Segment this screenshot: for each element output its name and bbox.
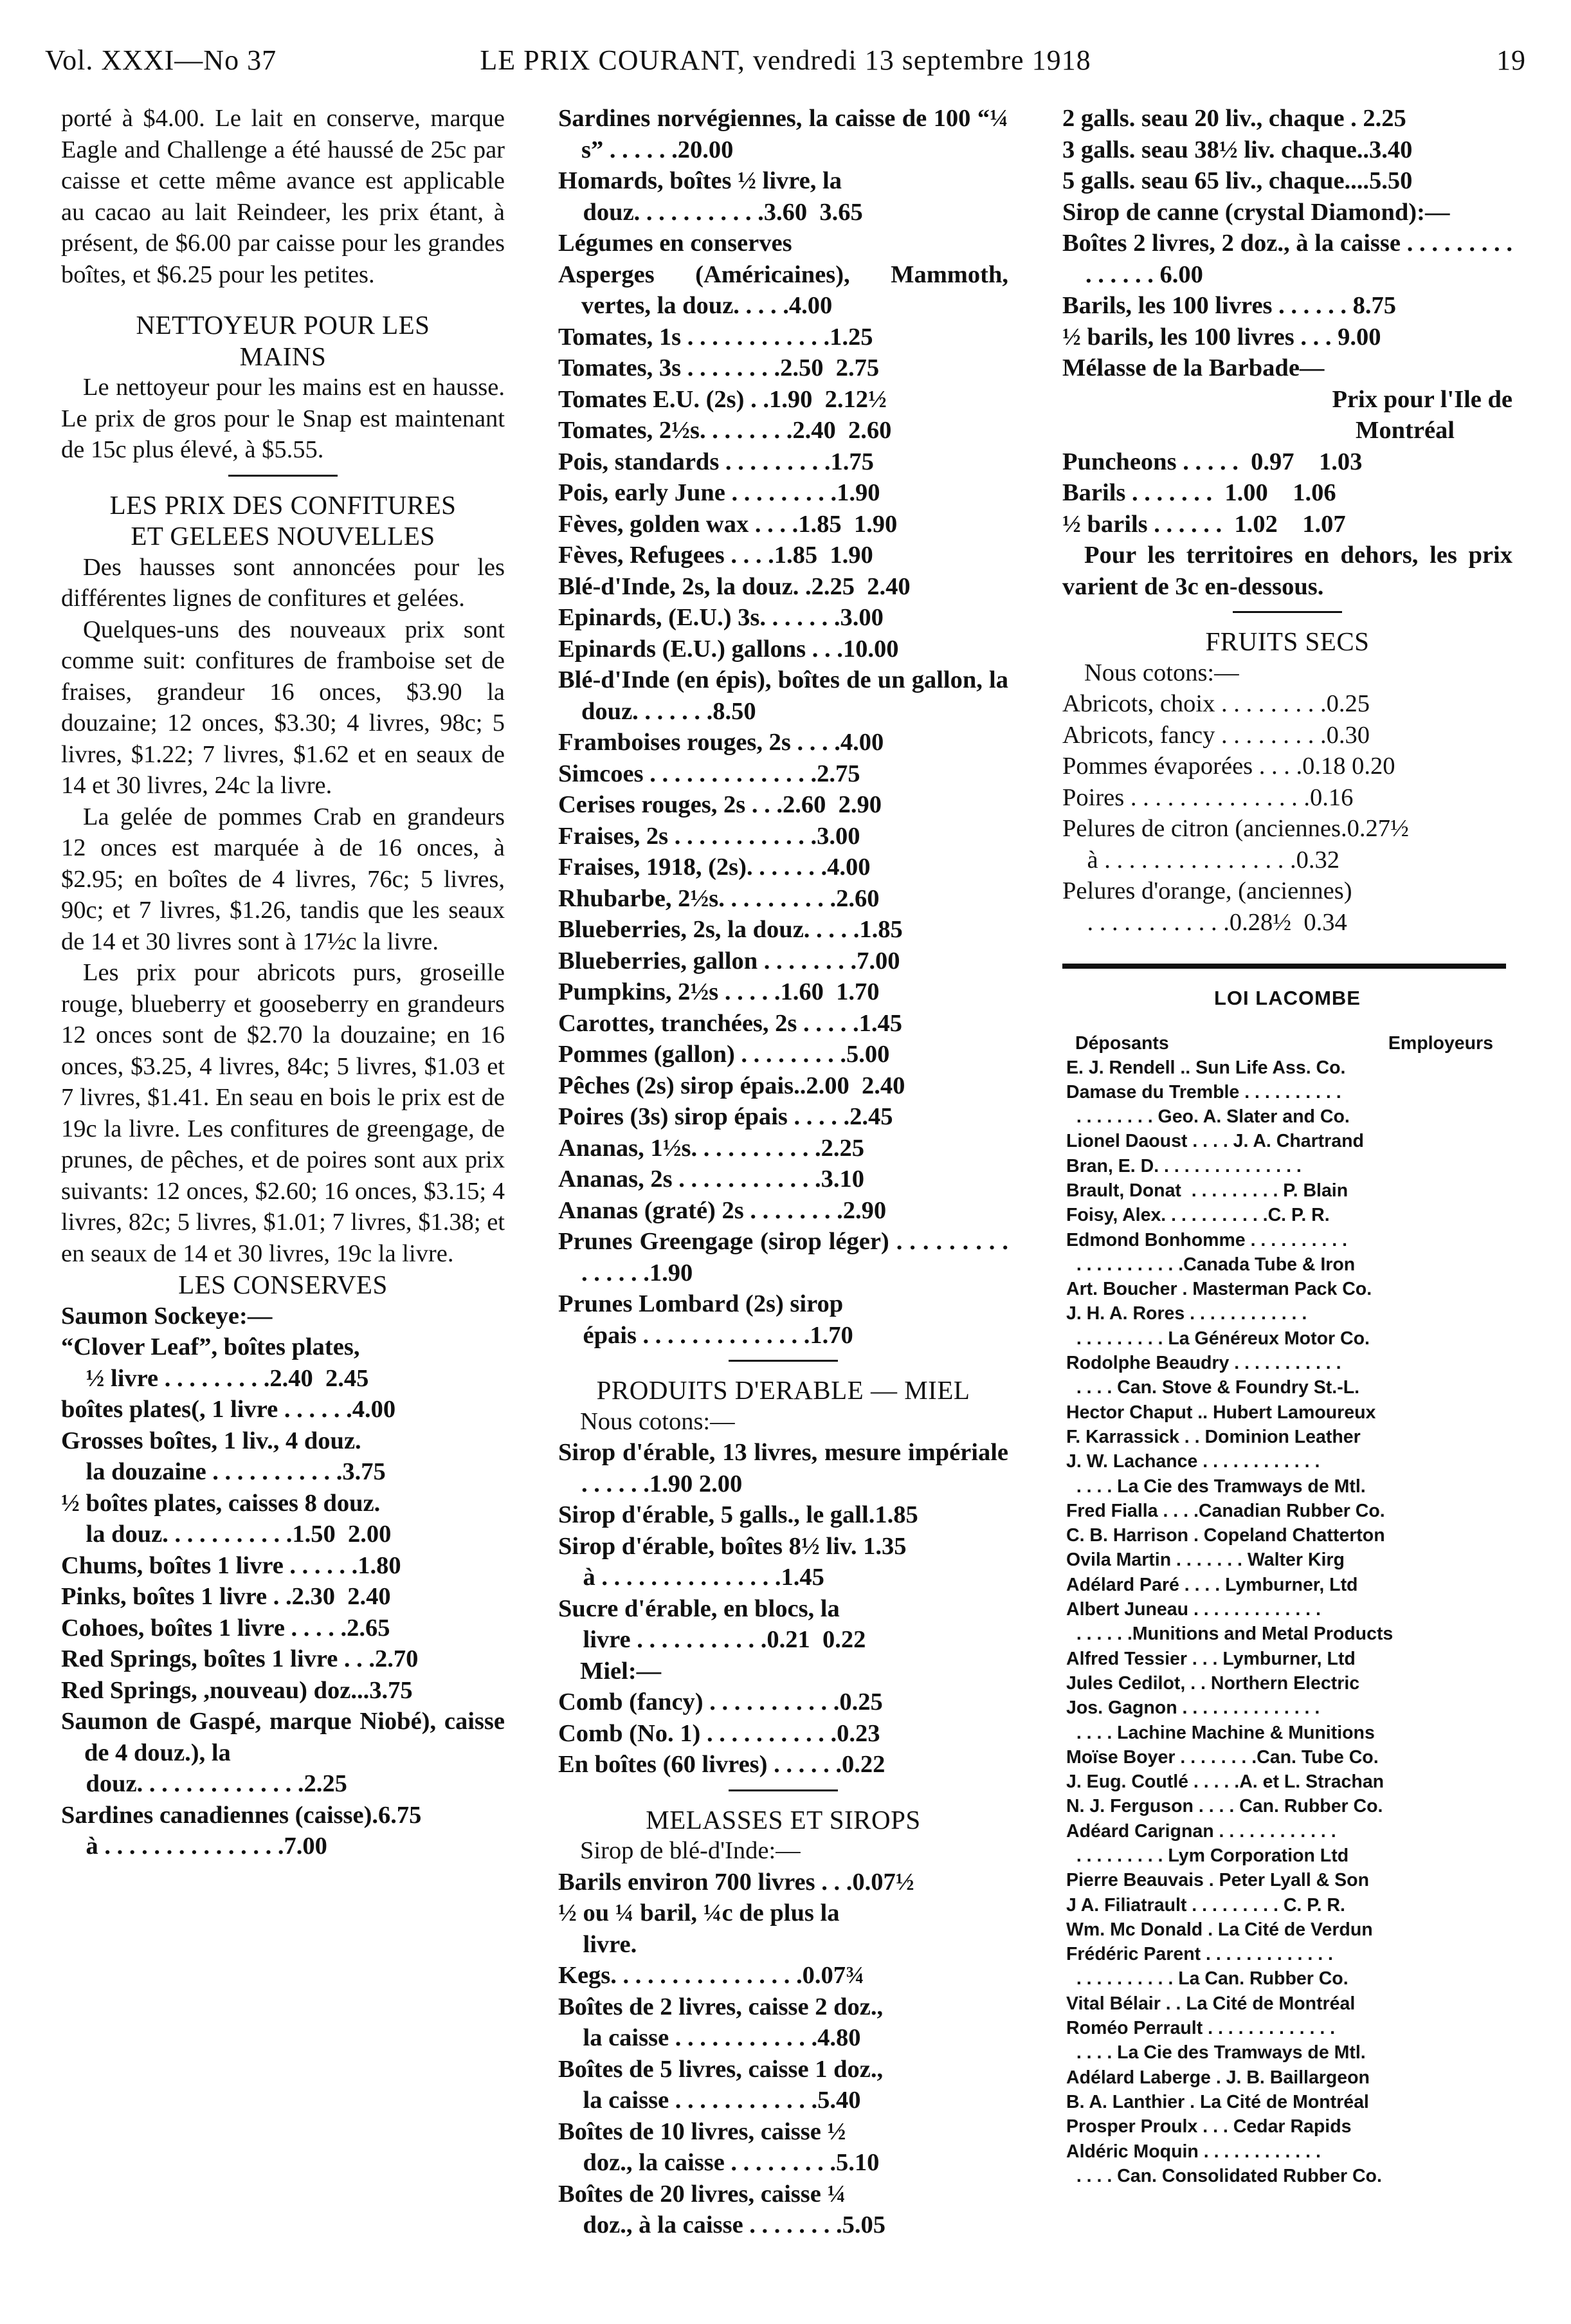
price-line: Pinks, boîtes 1 livre . .2.30 2.40 [61,1583,391,1610]
price-line: Barils . . . . . . . 1.00 1.06 [1062,479,1336,506]
price-line: Pelures de citron (anciennes.0.27½ [1062,815,1409,842]
price-line: Ananas, 1½s. . . . . . . . . . .2.25 [558,1134,864,1162]
price-line: Tomates E.U. (2s) . .1.90 2.12½ [558,385,887,413]
price-line: Carottes, tranchées, 2s . . . . .1.45 [558,1009,902,1037]
lacombe-line: J. H. A. Rores . . . . . . . . . . . . [1066,1303,1307,1324]
price-line: Cohoes, boîtes 1 livre . . . . .2.65 [61,1614,390,1642]
price-line: Fèves, Refugees . . . .1.85 1.90 [558,542,873,569]
column-1 [61,103,505,2279]
confitures-paragraph-2: Quelques-uns des nouveaux prix sont comme suit: confitures de framboise set de fraises, grandeur 16 onces, $3.90 la douzaine; 12 onces, $3.30; 4 livres, 98c; 5 livres, $1.22; 7 livres, $1.62 et en seaux de 14 et 30 livres, 24c la livre. [61,616,505,799]
erable-heading: PRODUITS D'ERABLE — MIEL [596,1375,970,1405]
conserves-price-list [61,1301,505,1862]
lacombe-line: E. J. Rendell .. Sun Life Ass. Co. [1066,1057,1346,1078]
price-line: Tomates, 1s . . . . . . . . . . . .1.25 [558,323,873,351]
price-line: à . . . . . . . . . . . . . . . .0.32 [1062,846,1339,874]
price-line: Blé-d'Inde (en épis), boîtes de un gallon, la douz. . . . . . .8.50 [558,666,1008,725]
price-line: 3 galls. seau 38½ liv. chaque..3.40 [1062,136,1413,163]
volume-number: Vol. XXXI—No 37 [45,44,277,76]
price-line: la douzaine . . . . . . . . . . .3.75 [61,1458,386,1485]
melasses-heading: MELASSES ET SIROPS [646,1804,921,1834]
price-line: livre. [558,1930,637,1958]
lacombe-line: Edmond Bonhomme . . . . . . . . . . [1066,1229,1348,1250]
price-line: Sirop de blé-d'Inde:— [580,1837,801,1864]
lacombe-line: Art. Boucher . Masterman Pack Co. [1066,1279,1372,1300]
lacombe-list [1062,1056,1512,2189]
price-line: Pêches (2s) sirop épais..2.00 2.40 [558,1072,905,1099]
price-line: 5 galls. seau 65 liv., chaque....5.50 [1062,167,1413,194]
price-line: Poires . . . . . . . . . . . . . . .0.16 [1062,783,1354,811]
price-line: Boîtes de 10 livres, caisse ½ [558,2118,846,2145]
confitures-paragraph-1: Des hausses sont annoncées pour les différentes lignes de confitures et gelées. [61,553,505,612]
section-divider [729,1360,838,1362]
lacombe-line: Wm. Mc Donald . La Cité de Verdun [1066,1919,1373,1940]
price-line: la caisse . . . . . . . . . . . .4.80 [558,2024,861,2051]
price-line: Epinards (E.U.) gallons . . .10.00 [558,635,899,663]
price-line: la caisse . . . . . . . . . . . .5.40 [558,2087,861,2114]
page-header [45,39,1526,84]
price-line: Framboises rouges, 2s . . . .4.00 [558,729,884,756]
price-line: Saumon Sockeye:— [61,1302,273,1330]
column-3 [1062,103,1512,2279]
price-line: Ananas (graté) 2s . . . . . . . .2.90 [558,1196,887,1224]
price-line: Pois, early June . . . . . . . . .1.90 [558,479,880,506]
lacombe-line: Adéard Carignan . . . . . . . . . . . . [1066,1820,1336,1842]
price-line: Barils, les 100 livres . . . . . . 8.75 [1062,292,1397,319]
section-divider [729,1789,838,1791]
legumes-price-list [558,259,1008,1351]
employeurs-header: Employeurs [1388,1032,1493,1054]
lacombe-line: Lionel Daoust . . . . J. A. Chartrand [1066,1131,1364,1152]
melasses-price-list [558,1835,1008,2241]
barbade-price-heading-1: Prix pour l'Ile de [1332,385,1512,413]
price-line: Pumpkins, 2½s . . . . .1.60 1.70 [558,978,880,1005]
price-line: Prunes Lombard (2s) sirop [558,1290,844,1317]
lacombe-line: . . . . Can. Consolidated Rubber Co. [1066,2165,1382,2186]
price-line: Blueberries, gallon . . . . . . . .7.00 [558,947,900,974]
lacombe-line: Adélard Laberge . J. B. Baillargeon [1066,2067,1370,2088]
price-line: Fraises, 2s . . . . . . . . . . . .3.00 [558,822,860,850]
price-line: Pois, standards . . . . . . . . .1.75 [558,448,874,475]
lacombe-line: N. J. Ferguson . . . . Can. Rubber Co. [1066,1796,1383,1817]
price-line: doz., à la caisse . . . . . . . .5.05 [558,2211,886,2238]
price-line: douz. . . . . . . . . . . . . .2.25 [61,1770,347,1797]
price-line: En boîtes (60 livres) . . . . . .0.22 [558,1751,885,1778]
lacombe-line: J. W. Lachance . . . . . . . . . . . . [1066,1451,1320,1472]
lacombe-line: Bran, E. D. . . . . . . . . . . . . . . [1066,1155,1302,1176]
confitures-heading-line1: LES PRIX DES CONFITURES [109,490,457,520]
lacombe-line: J A. Filiatrault . . . . . . . . . C. P. R. [1066,1894,1345,1916]
lacombe-column-headers [1062,1031,1512,1056]
column-2 [558,103,1008,2279]
price-line: Sirop d'érable, 5 galls., le gall.1.85 [558,1501,918,1528]
lacombe-line: Moïse Boyer . . . . . . . .Can. Tube Co. [1066,1746,1379,1768]
barbade-note: Pour les territoires en dehors, les prix varient de 3c en-dessous. [1062,542,1512,600]
lacombe-line: . . . . Can. Stove & Foundry St.-L. [1066,1377,1360,1398]
legumes-heading: Légumes en conserves [558,230,792,257]
conserves-heading: LES CONSERVES [178,1270,388,1299]
price-line: Abricots, choix . . . . . . . . .0.25 [1062,690,1370,717]
section-divider [228,475,338,477]
price-line: ½ boîtes plates, caisses 8 douz. [61,1489,381,1517]
price-line: Barils environ 700 livres . . .0.07½ [558,1868,914,1896]
price-line: Sardines norvégiennes, la caisse de 100 “¼ s” . . . . . .20.00 [558,105,1008,163]
price-line: Sirop d'érable, 13 livres, mesure impériale . . . . . .1.90 2.00 [558,1439,1008,1497]
lacombe-line: C. B. Harrison . Copeland Chatterton [1066,1525,1385,1546]
lacombe-line: . . . . . . . . . Lym Corporation Ltd [1066,1845,1349,1866]
lacombe-line: Aldéric Moquin . . . . . . . . . . . . [1066,2141,1321,2162]
lacombe-line: Foisy, Alex. . . . . . . . . . .C. P. R. [1066,1205,1330,1226]
price-line: Mélasse de la Barbade— [1062,354,1325,381]
lacombe-line: Jules Cedilot, . . Northern Electric [1066,1672,1360,1694]
price-line: 2 galls. seau 20 liv., chaque . 2.25 [1062,105,1406,132]
price-line: Puncheons . . . . . 0.97 1.03 [1062,448,1363,475]
lacombe-line: . . . . La Cie des Tramways de Mtl. [1066,2042,1366,2063]
erable-price-list [558,1406,1008,1780]
price-line: Abricots, fancy . . . . . . . . .0.30 [1062,721,1370,749]
price-line: Boîtes de 5 livres, caisse 1 doz., [558,2055,884,2083]
price-line: Blueberries, 2s, la douz. . . . .1.85 [558,916,903,943]
price-line: Pelures d'orange, (anciennes) [1062,877,1352,904]
lacombe-line: Hector Chaput .. Hubert Lamoureux [1066,1402,1376,1423]
price-line: douz. . . . . . . . . . .3.60 3.65 [558,198,863,226]
price-line: Kegs. . . . . . . . . . . . . . . .0.07¾ [558,1962,864,1989]
section-divider-thick [1062,964,1506,969]
price-line: Boîtes de 20 livres, caisse ¼ [558,2180,846,2208]
price-line: Simcoes . . . . . . . . . . . . . .2.75 [558,760,860,787]
price-line: Blé-d'Inde, 2s, la douz. .2.25 2.40 [558,572,911,600]
price-line: Comb (No. 1) . . . . . . . . . . .0.23 [558,1719,880,1747]
lacombe-line: Albert Juneau . . . . . . . . . . . . . [1066,1599,1321,1620]
intro-paragraph: porté à $4.00. Le lait en conserve, marque Eagle and Challenge a été haussé de 25c par caisse et cette même avance est applicable au cacao au lait Reindeer, les prix étant, à présent, de $6.00 par caisse pour les grandes boîtes, et $6.25 pour les petites. [61,105,505,288]
price-line: la douz. . . . . . . . . . .1.50 2.00 [61,1521,392,1548]
price-line: “Clover Leaf”, boîtes plates, [61,1333,360,1360]
page-number: 19 [1496,44,1526,76]
price-line: Chums, boîtes 1 livre . . . . . .1.80 [61,1551,401,1579]
lacombe-line: Vital Bélair . . La Cité de Montréal [1066,1993,1356,2014]
price-line: Homards, boîtes ½ livre, la [558,167,842,194]
lacombe-line: . . . . Lachine Machine & Munitions [1066,1722,1375,1743]
confitures-paragraph-4: Les prix pour abricots purs, groseille rouge, blueberry et gooseberry en grandeurs 12 onces sont de $2.70 la douzaine; en 16 onces, $3.25, 4 livres, 84c; 5 livres, $1.03 et 7 livres, $1.41. En seau en bois le prix est de 19c la livre. Les confitures de greengage, de prunes, de pêches, et de poires sont aux prix suivants: 12 onces, $2.60; 16 onces, $3.15; 4 livres, 82c; 5 livres, $1.01; 7 livres, $1.38; et en seaux de 14 et 30 livres, 19c la livre. [61,959,505,1267]
lacombe-line: Prosper Proulx . . . Cedar Rapids [1066,2116,1352,2137]
fruits-price-list [1062,657,1512,938]
price-line: Sirop de canne (crystal Diamond):— [1062,198,1450,226]
lacombe-line: . . . . . . . . . . .Canada Tube & Iron [1066,1254,1356,1275]
lacombe-line: Rodolphe Beaudry . . . . . . . . . . . [1066,1353,1341,1374]
price-line: Boîtes de 2 livres, caisse 2 doz., [558,1993,884,2020]
price-line: ½ livre . . . . . . . . .2.40 2.45 [61,1364,369,1392]
lacombe-line: B. A. Lanthier . La Cité de Montréal [1066,2091,1369,2112]
deposants-header: Déposants [1075,1032,1169,1054]
price-line: . . . . . . . . . . . .0.28½ 0.34 [1062,908,1347,936]
price-line: Prunes Greengage (sirop léger) . . . . . . . . . . . . . . .1.90 [558,1228,1008,1286]
lacombe-line: F. Karrassick . . Dominion Leather [1066,1426,1361,1447]
price-line: à . . . . . . . . . . . . . . .7.00 [61,1833,327,1860]
fruits-secs-heading: FRUITS SECS [1205,627,1370,656]
price-line: ½ barils, les 100 livres . . . 9.00 [1062,323,1381,351]
price-line: Fèves, golden wax . . . .1.85 1.90 [558,510,898,538]
lacombe-line: . . . . . . . . Geo. A. Slater and Co. [1066,1106,1350,1128]
price-line: Nous cotons:— [1084,659,1239,686]
lacombe-line: Roméo Perrault . . . . . . . . . . . . . [1066,2018,1336,2039]
price-line: Grosses boîtes, 1 liv., 4 douz. [61,1427,361,1454]
price-line: Poires (3s) sirop épais . . . . .2.45 [558,1103,893,1130]
price-line: Boîtes 2 livres, 2 doz., à la caisse . . . . . . . . . . . . . . . 6.00 [1062,230,1512,288]
price-line: Asperges (Américaines), Mammoth, vertes, la douz. . . . .4.00 [558,261,1008,319]
price-line: ½ barils . . . . . . 1.02 1.07 [1062,510,1346,538]
lacombe-line: Brault, Donat . . . . . . . . . P. Blain [1066,1180,1349,1201]
price-line: à . . . . . . . . . . . . . . .1.45 [558,1564,824,1591]
price-line: livre . . . . . . . . . . .0.21 0.22 [558,1626,866,1653]
lacombe-line: . . . . . .Munitions and Metal Products [1066,1624,1394,1645]
lacombe-line: . . . . La Cie des Tramways de Mtl. [1066,1476,1366,1497]
section-divider [1233,611,1342,613]
price-line: Epinards, (E.U.) 3s. . . . . . .3.00 [558,604,884,631]
price-line: Tomates, 3s . . . . . . . .2.50 2.75 [558,354,880,381]
publication-title: LE PRIX COURANT, vendredi 13 septembre 1918 [480,44,1091,76]
price-line: Rhubarbe, 2½s. . . . . . . . . .2.60 [558,884,880,912]
lacombe-line: Adélard Paré . . . . Lymburner, Ltd [1066,1574,1358,1595]
lacombe-line: Fred Fialla . . . .Canadian Rubber Co. [1066,1500,1385,1521]
price-line: Sucre d'érable, en blocs, la [558,1595,840,1622]
price-line: Miel:— [580,1657,662,1685]
price-line: Saumon de Gaspé, marque Niobé), caisse de 4 douz.), la [61,1708,505,1766]
price-line: Sirop d'érable, boîtes 8½ liv. 1.35 [558,1532,907,1560]
price-line: Fraises, 1918, (2s). . . . . . .4.00 [558,854,871,881]
lacombe-line: Pierre Beauvais . Peter Lyall & Son [1066,1870,1369,1891]
lacombe-line: Jos. Gagnon . . . . . . . . . . . . . . [1066,1697,1320,1719]
lacombe-line: Ovila Martin . . . . . . . Walter Kirg [1066,1550,1345,1571]
price-line: Pommes évaporées . . . .0.18 0.20 [1062,753,1395,780]
price-line: Nous cotons:— [580,1407,735,1435]
barbade-price-heading-2: Montréal [1356,417,1455,444]
price-line: Pommes (gallon) . . . . . . . . .5.00 [558,1041,890,1068]
nettoyeur-heading-line1: NETTOYEUR POUR LES [136,310,430,340]
lacombe-line: . . . . . . . . . La Généreux Motor Co. [1066,1328,1370,1349]
lacombe-line: Frédéric Parent . . . . . . . . . . . . . [1066,1944,1333,1965]
confitures-paragraph-3: La gelée de pommes Crab en grandeurs 12 onces est marquée à de 16 onces, à $2.95; en boîtes de 4 livres, 76c; 5 livres, 90c; et 7 livres, $1.26, tandis que les seaux de 14 et 30 livres sont à 17½c la livre. [61,803,505,955]
lacombe-line: Damase du Tremble . . . . . . . . . . [1066,1081,1341,1103]
nettoyeur-paragraph: Le nettoyeur pour les mains est en hausse. Le prix de gros pour le Snap est maintenant de 15c plus élevé, à $5.55. [61,374,505,463]
price-line: Sardines canadiennes (caisse).6.75 [61,1801,422,1829]
lacombe-line: . . . . . . . . . . La Can. Rubber Co. [1066,1968,1349,1990]
lacombe-line: J. Eug. Coutlé . . . . .A. et L. Strachan [1066,1771,1385,1793]
price-line: épais . . . . . . . . . . . . . .1.70 [558,1321,853,1349]
price-line: Comb (fancy) . . . . . . . . . . .0.25 [558,1688,883,1716]
price-line: boîtes plates(, 1 livre . . . . . .4.00 [61,1396,396,1423]
nettoyeur-heading-line2: MAINS [239,341,327,371]
price-line: Cerises rouges, 2s . . .2.60 2.90 [558,791,882,818]
confitures-heading-line2: ET GELEES NOUVELLES [131,521,435,551]
price-line: Red Springs, boîtes 1 livre . . .2.70 [61,1645,419,1672]
price-line: Red Springs, ,nouveau) doz...3.75 [61,1676,413,1704]
price-line: Ananas, 2s . . . . . . . . . . . .3.10 [558,1166,864,1193]
price-line: doz., la caisse . . . . . . . . .5.10 [558,2149,880,2176]
price-line: ½ ou ¼ baril, ¼c de plus la [558,1899,840,1926]
lacombe-line: Alfred Tessier . . . Lymburner, Ltd [1066,1648,1356,1669]
loi-lacombe-heading: LOI LACOMBE [1214,987,1361,1009]
price-line: Tomates, 2½s. . . . . . . .2.40 2.60 [558,417,892,444]
